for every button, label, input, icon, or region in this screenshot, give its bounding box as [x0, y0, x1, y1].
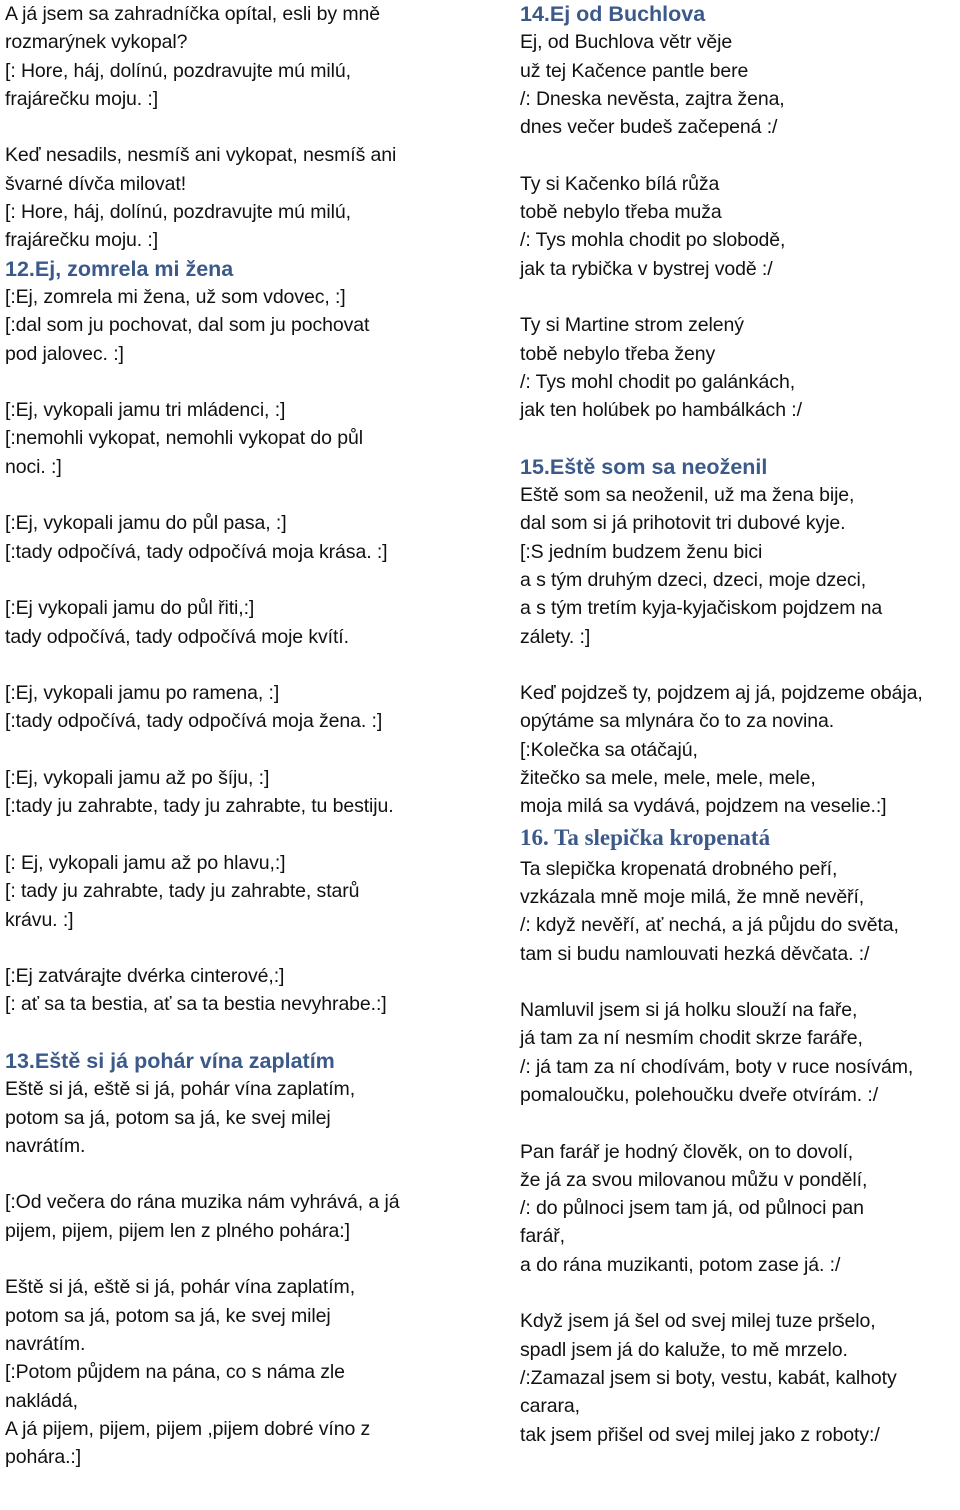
lyric-line: a s tým druhým dzeci, dzeci, moje dzeci,: [520, 568, 867, 591]
stanza-break: [5, 113, 453, 141]
lyric-line: Ty si Kačenko bílá růža: [520, 172, 720, 195]
song-14-lyrics: [520, 28, 960, 424]
stanza-break: [520, 651, 960, 679]
stanza-break: [5, 481, 453, 509]
lyric-line: Eště som sa neoženil, už ma žena bije,: [520, 484, 855, 507]
lyric-line: žitečko sa mele, mele, mele, mele,: [520, 767, 816, 790]
lyric-line: [: Ej, vykopali jamu až po hlavu,:]: [5, 851, 286, 874]
lyric-line: /: Tys mohl chodit po galánkách,: [520, 370, 796, 393]
lyric-line: Keď pojdzeš ty, pojdzem aj já, pojdzeme obája,: [520, 682, 923, 705]
lyric-line: už tej Kačence pantle bere: [520, 59, 749, 82]
lyric-line: dnes večer budeš začepená :/: [520, 116, 778, 139]
lyric-line: [: tady ju zahrabte, tady ju zahrabte, starů: [5, 880, 360, 903]
lyric-line: A já pijem, pijem, pijem ,pijem dobré víno z: [5, 1417, 371, 1440]
stanza-break: [520, 141, 960, 169]
right-column: [520, 0, 960, 1449]
lyric-line: Namluvil jsem si já holku slouží na faře,: [520, 999, 858, 1022]
song-14-title: 14.Ej od Buchlova: [520, 2, 706, 26]
stanza-break: [5, 821, 453, 849]
lyric-line: že já za svou milovanou můžu v pondělí,: [520, 1168, 868, 1191]
lyric-line: jak ten holúbek po hambálkách :/: [520, 399, 802, 422]
lyric-line: a s tým tretím kyja-kyjačiskom pojdzem na: [520, 597, 883, 620]
lyric-line: /:Zamazal jsem si boty, vestu, kabát, kalhoty: [520, 1366, 897, 1389]
lyric-line: vzkázala mně moje milá, že mně nevěří,: [520, 885, 865, 908]
lyric-line: [: Hore, háj, dolínú, pozdravujte mú milú,: [5, 201, 351, 224]
song-15-lyrics: [520, 481, 960, 821]
lyric-line: Eště si já, eště si já, pohár vína zaplatím,: [5, 1276, 356, 1299]
lyric-line: [:Ej vykopali jamu do půl řiti,:]: [5, 597, 255, 620]
lyric-line: A já jsem sa zahradníčka opítal, esli by mně: [5, 3, 380, 25]
lyric-line: a do rána muzikanti, potom zase já. :/: [520, 1253, 841, 1276]
lyric-line: Keď nesadils, nesmíš ani vykopat, nesmíš ani: [5, 144, 397, 167]
stanza-break: [5, 1245, 453, 1273]
song-16-title: 16. Ta slepička kropenatá: [520, 824, 771, 850]
lyric-line: /: Tys mohla chodit po slobodě,: [520, 229, 786, 252]
lyric-line: [:tady odpočívá, tady odpočívá moja krása. :]: [5, 540, 388, 563]
lyric-line: pohára.:]: [5, 1446, 82, 1469]
lyric-line: [:nemohli vykopat, nemohli vykopat do půl: [5, 427, 363, 450]
lyric-line: [:tady odpočívá, tady odpočívá moja žena. :]: [5, 710, 383, 733]
lyric-line: /: já tam za ní chodívám, boty v ruce nosívám,: [520, 1055, 914, 1078]
lyric-line: pod jalovec. :]: [5, 342, 124, 365]
song-13-lyrics: [5, 1075, 453, 1471]
lyric-line: Ta slepička kropenatá drobného peří,: [520, 857, 838, 880]
spacer: [5, 1019, 453, 1047]
lyric-line: tobě nebylo třeba ženy: [520, 342, 716, 365]
stanza-break: [5, 651, 453, 679]
song-12-title: 12.Ej, zomrela mi žena: [5, 256, 234, 281]
lyric-line: [:Ej, vykopali jamu až po šíju, :]: [5, 767, 270, 790]
lyric-line: Ej, od Buchlova větr věje: [520, 31, 733, 54]
lyric-line: Když jsem já šel od svej milej tuze pršelo,: [520, 1310, 876, 1333]
song-13-title: 13.Eště si já pohár vína zaplatím: [5, 1048, 335, 1073]
lyric-line: zálety. :]: [520, 625, 591, 648]
stanza-break: [520, 968, 960, 996]
lyric-line: rozmarýnek vykopal?: [5, 31, 188, 54]
lyric-line: [:dal som ju pochovat, dal som ju pochovat: [5, 314, 370, 337]
lyric-line: jak ta rybička v bystrej vodě :/: [520, 257, 773, 280]
lyric-line: [:Ej, vykopali jamu po ramena, :]: [5, 682, 280, 705]
lyric-line: dal som si já prihotovit tri dubové kyje.: [520, 512, 846, 535]
lyric-line: noci. :]: [5, 455, 62, 478]
lyric-line: [: ať sa ta bestia, ať sa ta bestia nevyhrabe.:]: [5, 993, 387, 1016]
left-column: [5, 0, 453, 1471]
stanza-break: [520, 283, 960, 311]
song-12-lyrics: [5, 283, 453, 1019]
lyric-line: Eště si já, eště si já, pohár vína zaplatím,: [5, 1078, 356, 1101]
lyric-line: spadl jsem já do kaluže, to mě mrzelo.: [520, 1338, 848, 1361]
lyric-line: [:Ej, vykopali jamu do půl pasa, :]: [5, 512, 287, 535]
lyric-line: [: Hore, háj, dolínú, pozdravujte mú milú,: [5, 59, 351, 82]
lyric-line: pomaloučku, polehoučku dveře otvírám. :/: [520, 1083, 879, 1106]
lyric-line: /: do půlnoci jsem tam já, od půlnoci pan: [520, 1197, 864, 1220]
lyric-line: [:Potom půjdem na pána, co s náma zle: [5, 1361, 345, 1384]
lyric-line: potom sa já, potom sa já, ke svej milej: [5, 1304, 331, 1327]
lyric-line: farář,: [520, 1225, 565, 1248]
lyric-line: Ty si Martine strom zelený: [520, 314, 744, 337]
lyric-line: /: když nevěří, ať nechá, a já půjdu do světa,: [520, 914, 899, 937]
stanza-break: [5, 1160, 453, 1188]
stanza-break: [5, 368, 453, 396]
lyric-line: švarné dívča milovat!: [5, 172, 187, 195]
lyric-line: [:Ej, zomrela mi žena, už som vdovec, :]: [5, 285, 346, 308]
lyric-line: pijem, pijem, pijem len z plného pohára:]: [5, 1219, 350, 1242]
stanza-break: [5, 736, 453, 764]
lyric-line: tam si budu namlouvati hezká děvčata. :/: [520, 942, 870, 965]
lyric-line: Pan farář je hodný člověk, on to dovolí,: [520, 1140, 854, 1163]
lyric-line: tady odpočívá, tady odpočívá moje kvítí.: [5, 625, 349, 648]
lyric-line: /: Dneska nevěsta, zajtra žena,: [520, 87, 785, 110]
lyric-line: navrátím.: [5, 1332, 86, 1355]
lyric-line: frajárečku moju. :]: [5, 87, 159, 110]
stanza-break: [5, 934, 453, 962]
song-16-lyrics: [520, 855, 960, 1449]
lyric-line: opýtáme sa mlynára čo to za novina.: [520, 710, 835, 733]
intro-verses: [5, 0, 453, 255]
lyric-line: já tam za ní nesmím chodit skrze faráře,: [520, 1027, 863, 1050]
lyric-line: [:Od večera do rána muzika nám vyhrává, a já: [5, 1191, 400, 1214]
lyric-line: frajárečku moju. :]: [5, 229, 159, 252]
lyric-line: carara,: [520, 1395, 580, 1418]
song-15-title: 15.Eště som sa neoženil: [520, 454, 768, 479]
lyric-line: nakládá,: [5, 1389, 78, 1412]
lyric-line: tak jsem přišel od svej milej jako z roboty:/: [520, 1423, 880, 1446]
lyric-line: [:S jedním budzem ženu bici: [520, 540, 763, 563]
stanza-break: [520, 1109, 960, 1137]
lyric-line: potom sa já, potom sa já, ke svej milej: [5, 1106, 331, 1129]
stanza-break: [5, 566, 453, 594]
lyric-line: [:Ej zatvárajte dvérka cinterové,:]: [5, 965, 285, 988]
lyric-line: tobě nebylo třeba muža: [520, 201, 722, 224]
spacer: [520, 424, 960, 452]
lyric-line: navrátím.: [5, 1134, 86, 1157]
lyric-line: moja milá sa vydává, pojdzem na veselie.:]: [520, 795, 887, 818]
lyric-line: krávu. :]: [5, 908, 74, 931]
lyric-line: [:tady ju zahrabte, tady ju zahrabte, tu bestiju.: [5, 795, 394, 818]
stanza-break: [520, 1279, 960, 1307]
lyric-line: [:Ej, vykopali jamu tri mládenci, :]: [5, 399, 286, 422]
lyric-line: [:Kolečka sa otáčajú,: [520, 738, 698, 761]
